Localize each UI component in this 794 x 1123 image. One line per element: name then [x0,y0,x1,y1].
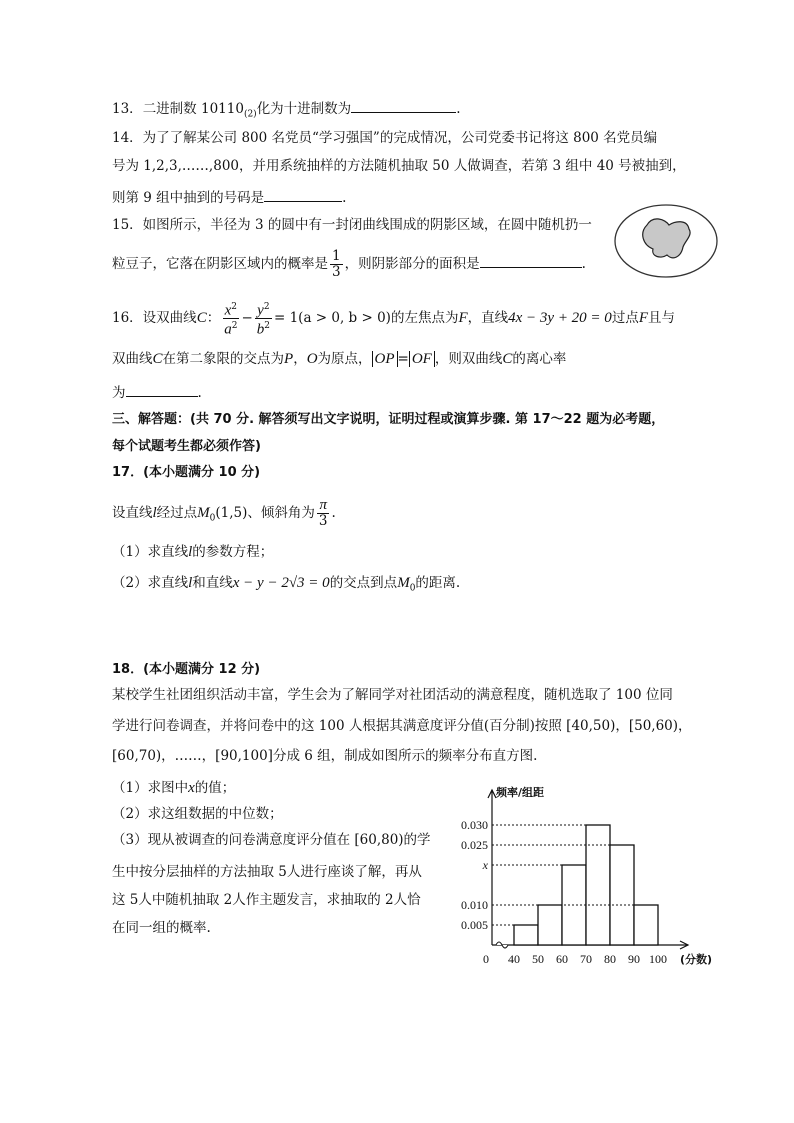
q15-answer-blank[interactable] [480,253,582,268]
q16-text-10: 的离心率 [512,351,567,367]
q14-line-3 [112,187,346,208]
q13-text: 二进制数 10110 [142,101,244,117]
q13-text-2: 化为十进制数为 [256,101,352,117]
q16-text-4: 过点 [611,310,639,326]
y-tick-label: 0.005 [461,918,488,932]
y-tick-label: 0.030 [461,818,488,832]
histogram-bar [586,825,610,945]
var-x-2: x [188,780,195,796]
equation-rhs: = 1(a > 0, b > 0) [273,310,391,326]
q15-text-2: ，则阴影部分的面积是 [344,256,480,272]
equals: = [397,351,409,367]
var-M: M [197,505,210,521]
x-tick-label: 60 [556,952,568,966]
q18-part-3-line-4: 在同一组的概率. [112,920,211,936]
colon: ： [206,310,221,326]
line-equation: 4x − 3y + 20 = 0 [508,310,612,326]
section-3-heading-2: 每个试题考生都必须作答) [112,439,261,454]
var-F-2: F [638,310,648,326]
q17-part-1 [112,542,273,562]
axis-break [496,942,508,948]
var-O: O [306,351,318,367]
q16-line-3 [112,382,202,403]
histogram-bar [634,905,658,945]
var-M-2: M [397,575,410,591]
three: 3 [318,513,328,529]
q14-text: 则第 9 组中抽到的号码是 [112,190,265,206]
q17-period: . [331,505,336,521]
abs-OF: OF [409,351,435,367]
x-tick-label: 40 [508,952,520,966]
q17-stem [112,495,336,537]
q16-answer-blank[interactable] [126,382,198,397]
q16-text: 16．设双曲线 [112,310,197,326]
q15-line-1: 15．如图所示，半径为 3 的圆中有一封闭曲线围成的阴影区域，在圆中随机扔一 [112,217,592,233]
q16-text-8: 为原点， [317,351,372,367]
q17-p2-text-3: 的交点到点 [329,575,398,591]
q13-answer-blank[interactable] [351,98,456,113]
x-tick-label: 100 [649,952,667,966]
fraction-numerator: 1 [332,248,341,264]
var-x: x [224,302,232,318]
q17-title: 17．(本小题满分 10 分) [112,465,261,480]
q16-line-2 [112,349,566,369]
comma: ， [293,351,307,367]
var-l: l [152,505,157,521]
var-C-3: C [502,351,513,367]
line-equation-2: x − y − 2√3 = 0 [232,575,330,591]
q15-probability-fraction [330,249,343,280]
q18-title: 18．(本小题满分 12 分) [112,662,261,677]
shaded-region [643,219,690,258]
q18-part-3-line-2: 生中按分层抽样的方法抽取 5人进行座谈了解，再从 [112,864,422,880]
q16-text-9: ，则双曲线 [434,351,503,367]
y2-over-b2: $\frac{y^2}{b^2}$ [256,301,270,338]
pi: π [319,497,327,513]
origin-label: 0 [483,952,489,966]
q16-text-11: 为 [112,385,126,401]
q15-text: 粒豆子，它落在阴影区域内的概率是 [112,256,328,272]
section-3-heading: 三、解答题：(共 70 分. 解答须写出文字说明，证明过程或演算步骤. 第 17～22 题为必考题， [112,412,665,427]
q17-text-2: 经过点 [156,505,198,521]
q18-part-1 [112,778,235,798]
q16-line-1: 16．设双曲线C： $\frac{x^2}{a^2}$ − $\frac{y^2}{b^2}$ = 1(a > 0, b > 0)的左焦点为F，直线4x − 3y + 20 = 0过点F且与 [112,301,675,338]
q16-text-2: 的左焦点为 [390,310,459,326]
q13-base-subscript: (2) [243,109,257,120]
frequency-histogram [440,778,730,973]
q17-part-2 [112,573,460,599]
q16-text-5: 且与 [647,310,675,326]
q18-part-3-line-3: 这 5人中随机抽取 2人作主题发言，求抽取的 2人恰 [112,892,421,908]
histogram-bar [514,925,538,945]
q18-part-3-line-1: （3）现从被调查的问卷满意度评分值在 [60,80)的学 [112,832,431,848]
q13-line [112,98,460,125]
var-C: C [196,310,207,326]
q17-p1-text: （1）求直线 [112,544,189,560]
q18-line-3: [60,70)，……，[90,100]分成 6 组，制成如图所示的频率分布直方图. [112,748,538,764]
var-P: P [284,351,294,367]
q14-period: . [342,190,347,206]
x-tick-label: 70 [580,952,592,966]
y-tick-label: 0.010 [461,898,488,912]
x-tick-label: 80 [604,952,616,966]
var-l-2: l [188,544,193,560]
q17-p2-text: （2）求直线 [112,575,189,591]
x-tick-label: 90 [628,952,640,966]
subscript-0-2: 0 [409,583,416,594]
pi-over-3 [317,498,330,529]
q18-p1-text-2: 的值； [194,780,236,796]
q18-p1-text: （1）求图中 [112,780,189,796]
q15-line-2 [112,247,586,281]
var-a: a [224,321,232,338]
var-C-2: C [152,351,163,367]
var-y: y [257,302,264,318]
circle-shaded-region-figure [613,203,719,279]
var-b: b [256,321,265,338]
y-tick-label: 0.025 [461,838,488,852]
q16-period: . [197,385,202,401]
q18-line-1: 某校学生社团组织活动丰富，学生会为了解同学对社团活动的满意程度，随机选取了 100 位同 [112,687,673,703]
x-tick-label: 50 [532,952,544,966]
q17-p2-text-4: 的距离. [415,575,461,591]
y-axis-label: 频率/组距 [496,786,545,799]
q17-p2-text-2: 和直线 [192,575,233,591]
q14-line-2: 号为 1,2,3,……,800，并用系统抽样的方法随机抽取 50 人做调查，若第 3 组中 40 号被抽到， [112,158,686,174]
q17-p1-text-2: 的参数方程； [192,544,274,560]
q16-text-6: 双曲线 [112,351,153,367]
histogram-bar [538,905,562,945]
q13-number: 13． [112,101,143,117]
q16-text-3: ，直线 [467,310,509,326]
fraction-denominator: 3 [332,264,341,280]
q16-text-7: 在第二象限的交点为 [162,351,285,367]
q17-point: (1,5)、倾斜角为 [215,505,315,521]
var-l-3: l [188,575,193,591]
abs-OP: OP [372,351,398,367]
var-F: F [458,310,468,326]
q15-period: . [581,256,586,272]
q14-answer-blank[interactable] [264,187,342,202]
x2-over-a2: $\frac{x^2}{a^2}$ [224,301,238,338]
y-tick-label: x [482,858,488,872]
q18-line-2: 学进行问卷调查，并将问卷中的这 100 人根据其满意度评分值(百分制)按照 [40,50)，[50,60)， [112,718,692,734]
subscript-0: 0 [209,513,216,524]
q17-text: 设直线 [112,505,153,521]
q14-line-1: 14．为了了解某公司 800 名党员“学习强国”的完成情况，公司党委书记将这 800 名党员编 [112,130,658,146]
q18-part-2: （2）求这组数据的中位数； [112,806,283,822]
q13-period: . [456,101,461,117]
histogram-bar [610,845,634,945]
x-axis-label: (分数) [680,953,713,966]
